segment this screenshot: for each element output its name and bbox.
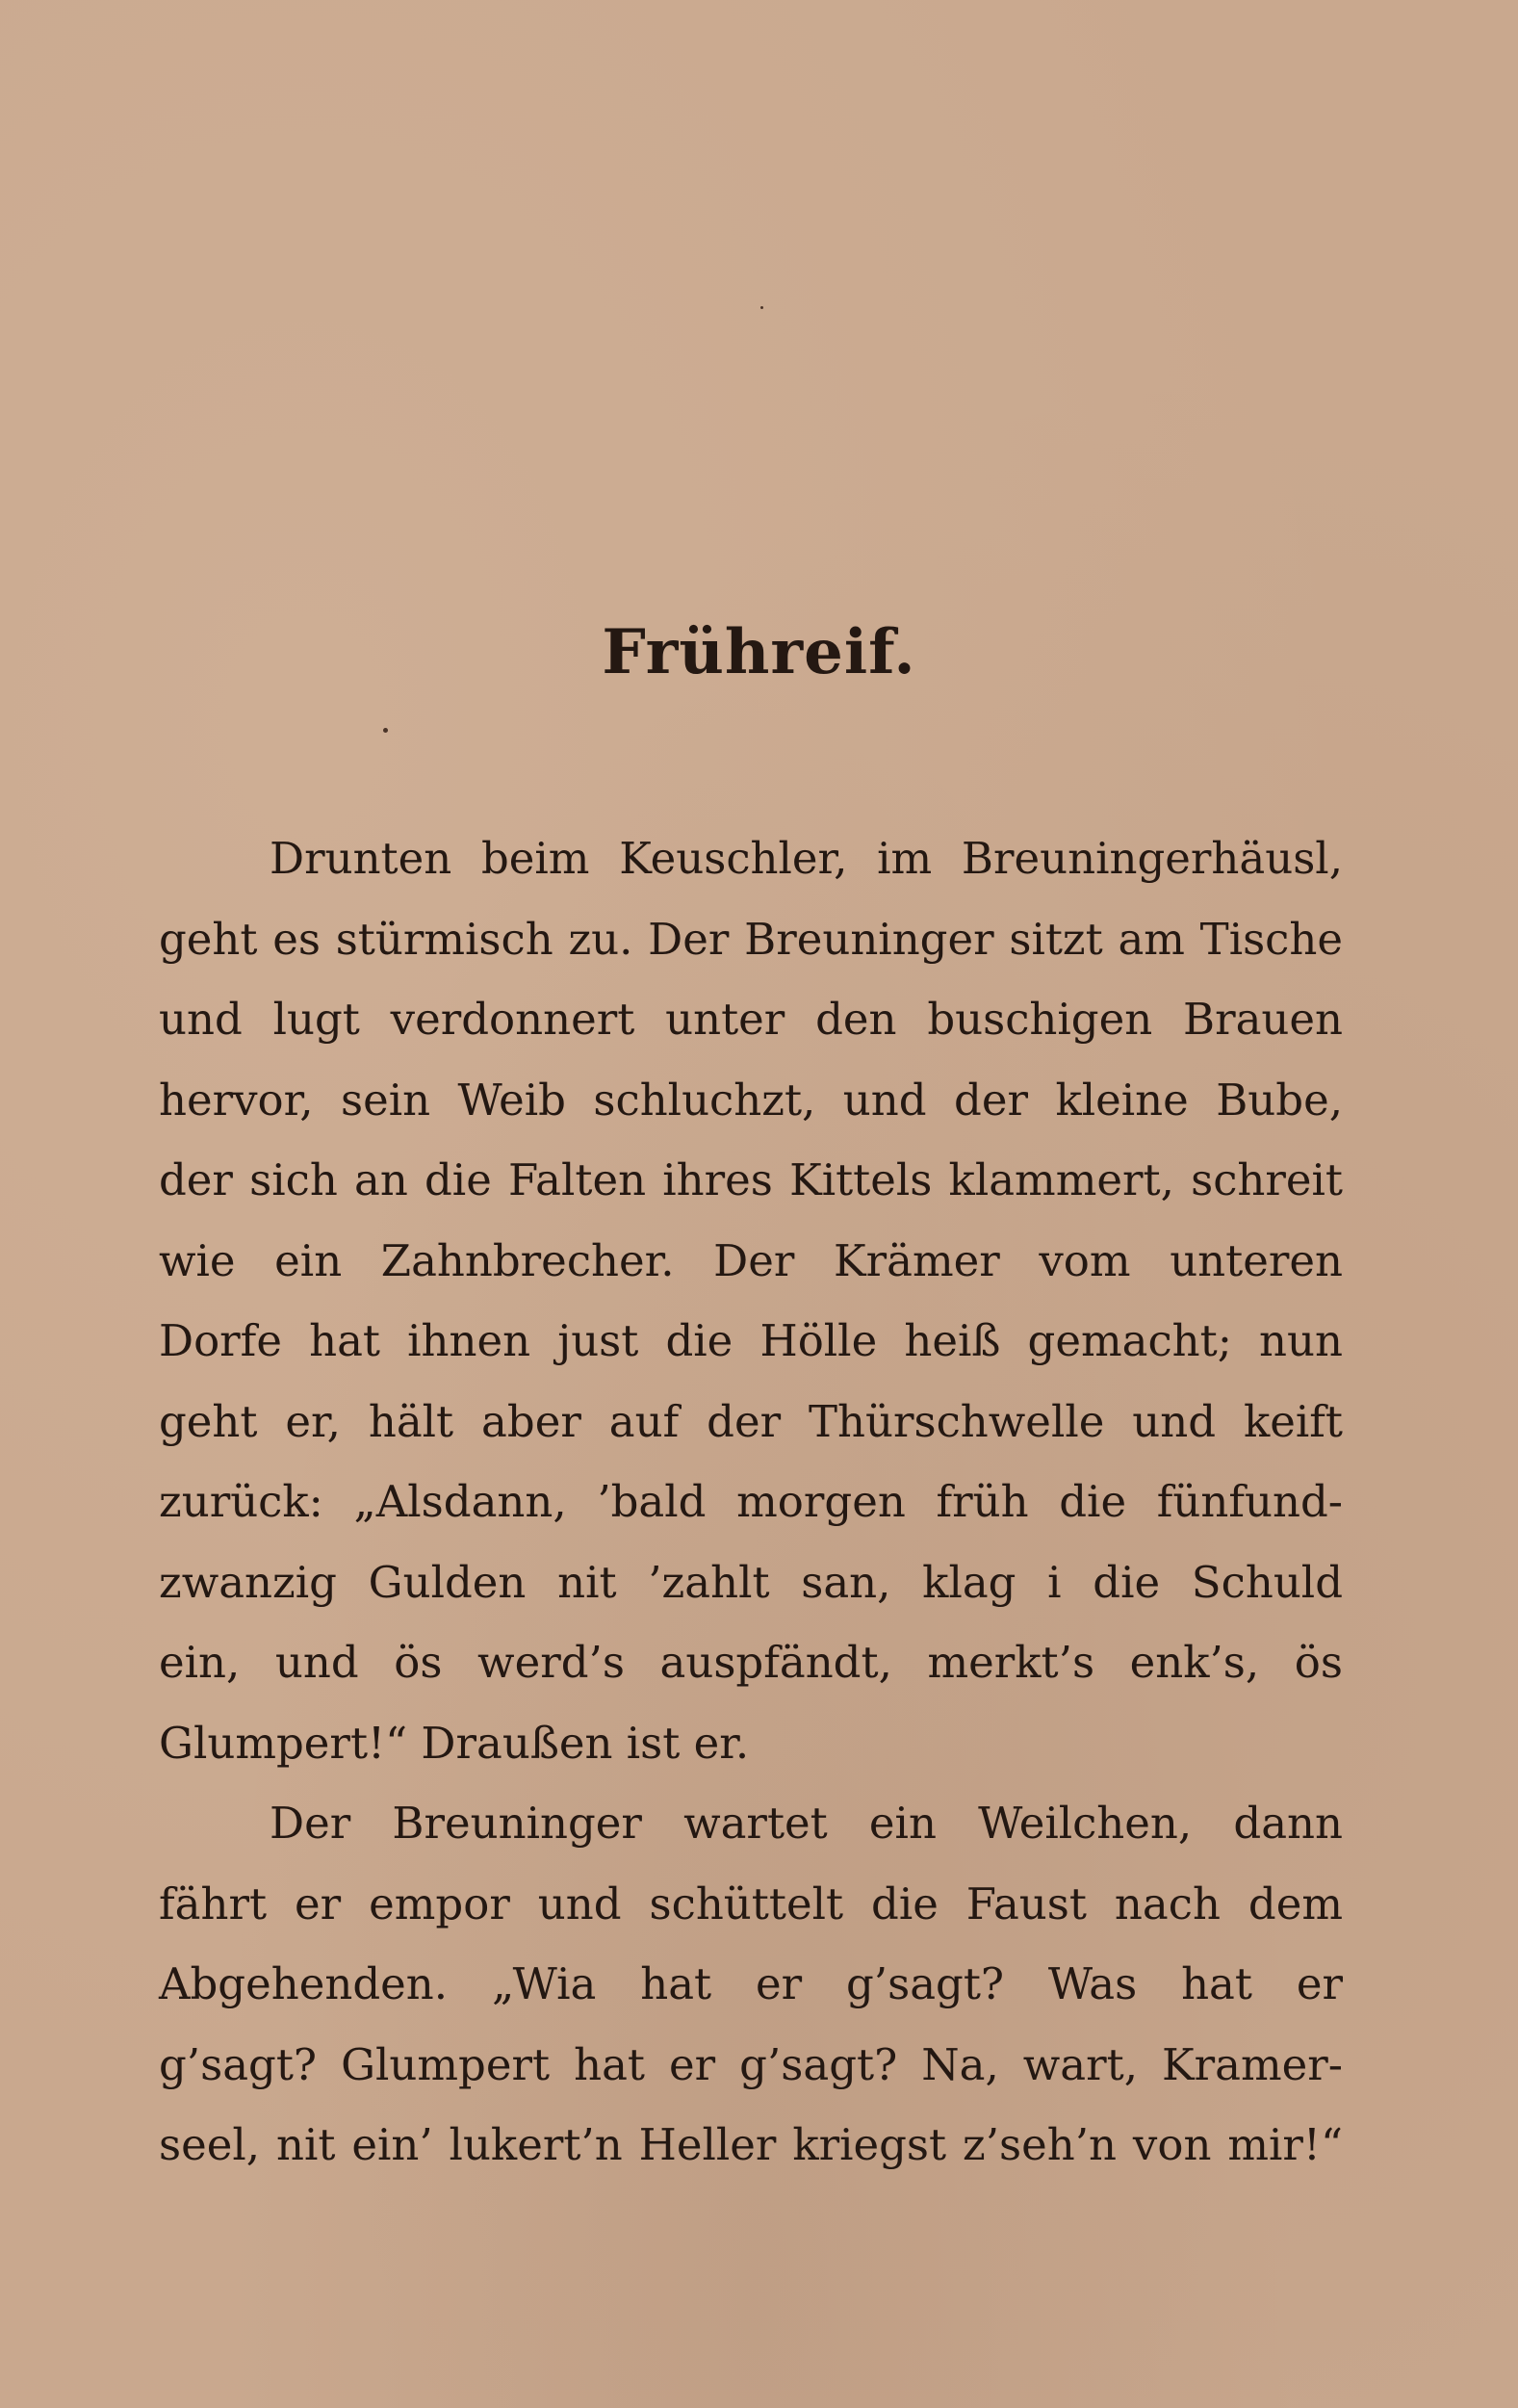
paper-speck <box>383 728 388 733</box>
text-line: Abgehenden. „Wia hat er g’sagt? Was hat er <box>159 1958 1343 2009</box>
text-line: Der Breuninger wartet ein Weilchen, dann <box>270 1798 1343 1849</box>
text-line: der sich an die Falten ihres Kittels klammert, schreit <box>159 1154 1343 1205</box>
text-line: geht es stürmisch zu. Der Breuninger sitzt am Tische <box>159 913 1343 965</box>
text-line: und lugt verdonnert unter den buschigen Brauen <box>159 994 1343 1045</box>
paper-speck <box>760 306 763 309</box>
story-body <box>159 818 1343 2186</box>
chapter-title: Frühreif. <box>602 616 916 688</box>
text-line: geht er, hält aber auf der Thürschwelle und keift <box>159 1395 1343 1447</box>
text-line: Glumpert!“ Draußen ist er. <box>159 1717 750 1769</box>
text-line: zurück: „Alsdann, ’bald morgen früh die fünfund- <box>159 1476 1343 1527</box>
text-line: hervor, sein Weib schluchzt, und der kleine Bube, <box>159 1074 1343 1126</box>
text-line: wie ein Zahnbrecher. Der Krämer vom unteren <box>159 1234 1343 1286</box>
text-line: Dorfe hat ihnen just die Hölle heiß gemacht; nun <box>159 1315 1343 1366</box>
text-line: fährt er empor und schüttelt die Faust nach dem <box>159 1877 1343 1929</box>
text-line: Drunten beim Keuschler, im Breuningerhäusl, <box>270 833 1343 884</box>
text-line: g’sagt? Glumpert hat er g’sagt? Na, wart, Kramer- <box>159 2038 1343 2090</box>
text-line: seel, nit ein’ lukert’n Heller kriegst z’seh’n von mir!“ <box>159 2119 1343 2170</box>
text-line: zwanzig Gulden nit ’zahlt san, klag i die Schuld <box>159 1556 1343 1608</box>
text-line: ein, und ös werd’s auspfändt, merkt’s enk’s, ös <box>159 1637 1343 1688</box>
